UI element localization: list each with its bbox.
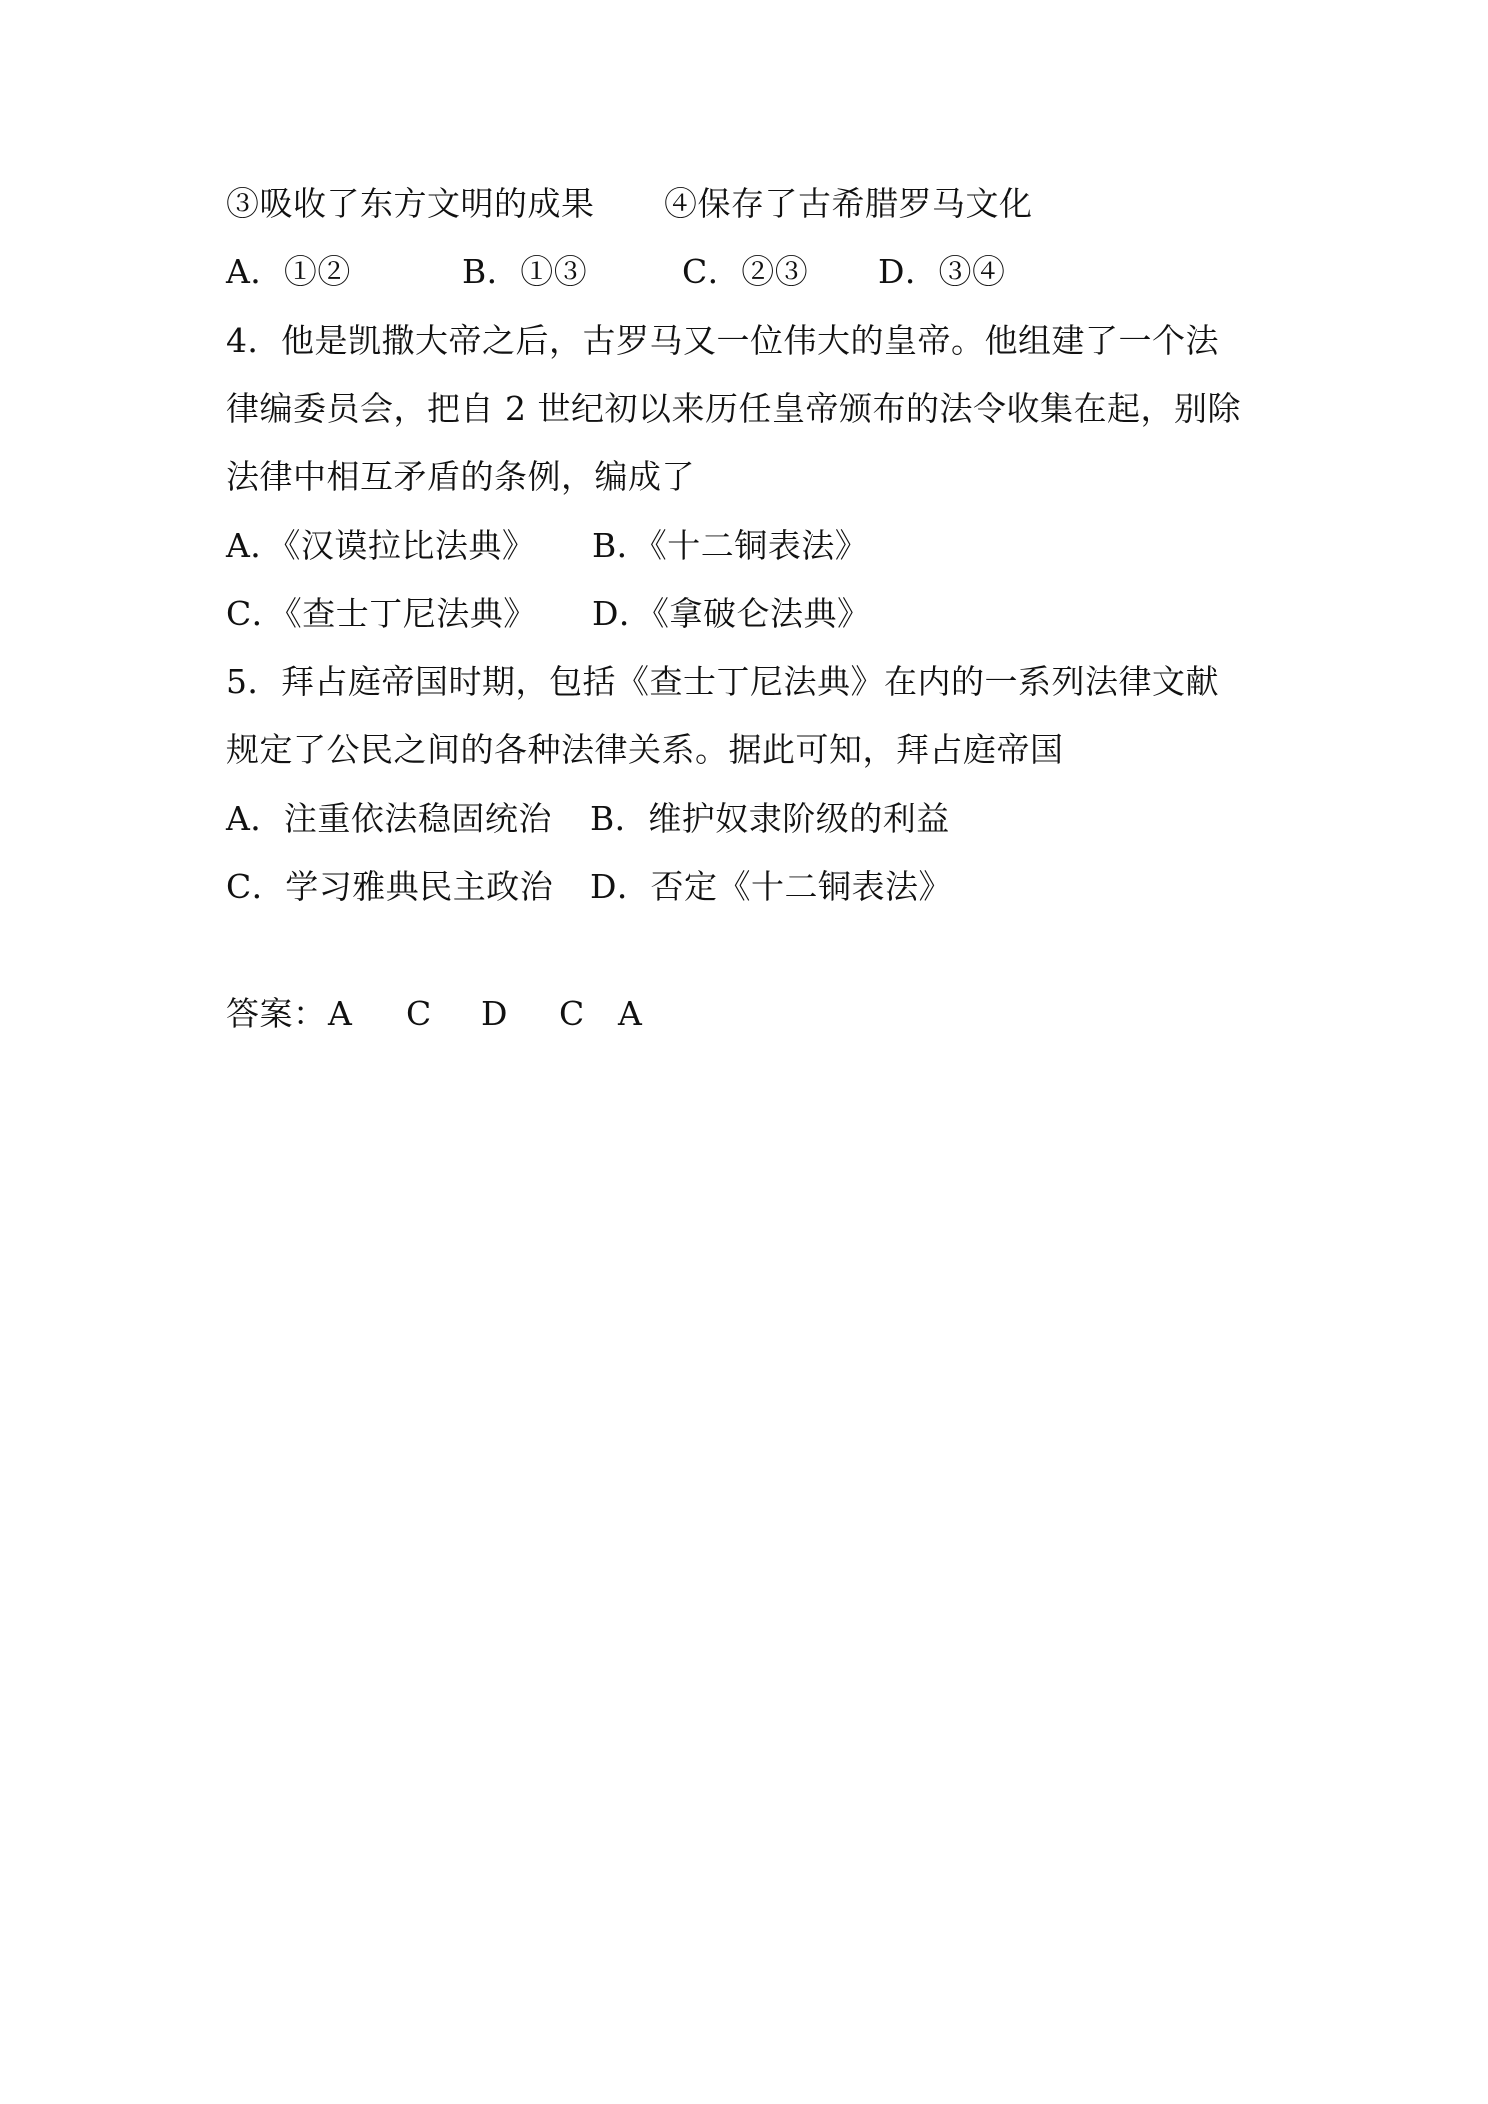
answer-1: A — [328, 994, 353, 1033]
q3-statement-4: ④保存了古希腊罗马文化 — [664, 184, 1033, 223]
q5-option-c: C．学习雅典民主政治 — [226, 867, 554, 906]
q4-option-a: A．《汉谟拉比法典》 — [226, 526, 536, 565]
answer-3: D — [481, 994, 508, 1033]
q3-option-a: A．①② — [226, 252, 351, 291]
q5-option-a: A．注重依法稳固统治 — [226, 799, 552, 838]
q5-stem-line-1: 5．拜占庭帝国时期，包括《查士丁尼法典》在内的一系列法律文献 — [226, 662, 1219, 701]
q5-option-b: B．维护奴隶阶级的利益 — [590, 799, 950, 838]
answer-4: C — [559, 994, 585, 1033]
q4-stem-line-1: 4．他是凯撒大帝之后，古罗马又一位伟大的皇帝。他组建了一个法 — [226, 321, 1219, 360]
q3-option-c: C．②③ — [682, 252, 809, 291]
q4-option-d: D．《拿破仑法典》 — [592, 594, 871, 633]
q4-option-c: C．《查士丁尼法典》 — [226, 594, 537, 633]
q5-stem-line-2: 规定了公民之间的各种法律关系。据此可知，拜占庭帝国 — [226, 730, 1064, 769]
answer-5: A — [618, 994, 643, 1033]
answer-label: 答案： — [226, 994, 327, 1033]
q4-option-b: B．《十二铜表法》 — [592, 526, 869, 565]
q5-option-d: D．否定《十二铜表法》 — [590, 867, 952, 906]
q3-statement-3: ③吸收了东方文明的成果 — [226, 184, 595, 223]
answer-2: C — [406, 994, 432, 1033]
q3-option-d: D．③④ — [878, 252, 1006, 291]
q4-stem-line-3: 法律中相互矛盾的条例，编成了 — [226, 457, 695, 496]
q4-stem-line-2: 律编委员会，把自 2 世纪初以来历任皇帝颁布的法令收集在起，别除 — [226, 389, 1241, 428]
q3-option-b: B．①③ — [462, 252, 588, 291]
